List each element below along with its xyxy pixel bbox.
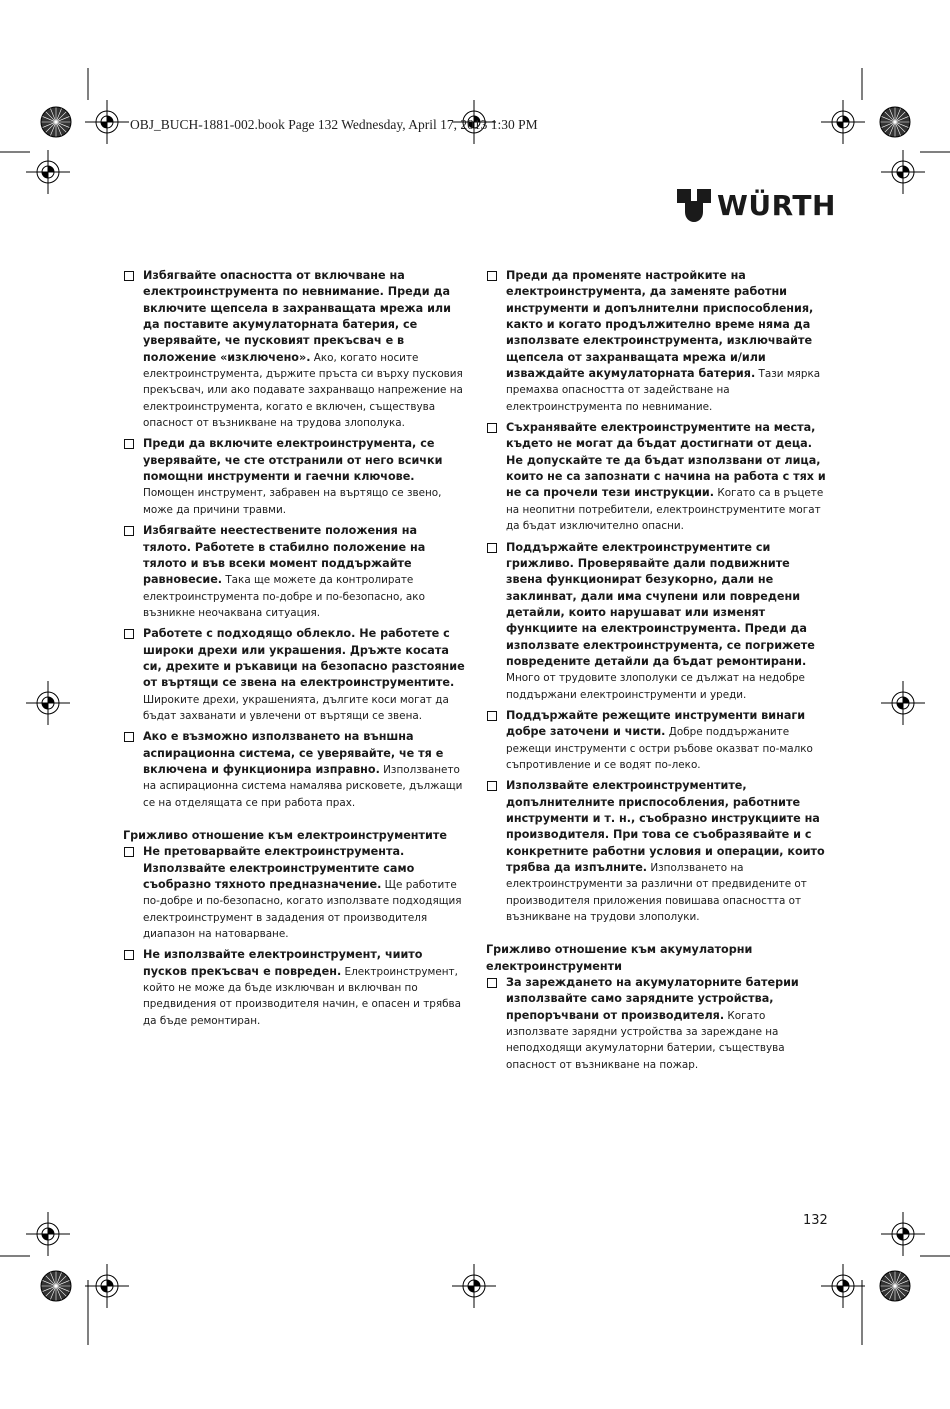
item-normal-text: Използването на електроинструменти за различни от предвидените от производителя приложения повишава опасността от възникване на трудови злополуки. [506, 862, 807, 924]
checkbox-bullet-icon [124, 847, 134, 857]
item-normal-text: Ако, когато носите електроинструмента, държите пръста си върху пусковия прекъсвач, или ако подавате захранващо напрежение на електроинструмента, когато е включен, съществува опасност от възникване на трудова злополука. [143, 351, 463, 430]
list-item [486, 268, 830, 415]
list-item [486, 975, 830, 1073]
item-bold-text: Не претоварвайте електроинструмента. Използвайте електроинструментите само съобразно тяхното предназначение. [143, 845, 415, 892]
left-care-list [123, 844, 465, 1029]
item-bold-text: Не използвайте електроинструмент, чиито пусков прекъсвач е повреден. [143, 948, 423, 978]
item-bold-text: Поддържайте режещите инструменти винаги добре заточени и чисти. [506, 708, 806, 739]
item-normal-text: Добре поддържаните режещи инструменти с остри ръбове оказват по-малко съпротивление и се водят по-леко. [506, 726, 813, 771]
list-item [486, 778, 830, 925]
item-normal-text: Ще работите по-добре и по-безопасно, когато използвате подходящия електроинструмент в зададения от производителя диапазон на натоварване. [143, 879, 462, 941]
item-bold-text: Преди да включите електроинструмента, се уверявайте, че сте отстранили от него всички помощни инструменти и гаечни ключове. [143, 437, 443, 484]
section-heading-battery-care: Грижливо отношение към акумулаторни електроинструменти [486, 943, 753, 973]
right-care-list [486, 268, 830, 925]
item-bold-text: За зареждането на акумулаторните батерии използвайте само зарядните устройства, препоръчвани от производителя. [506, 976, 799, 1022]
item-normal-text: Помощен инструмент, забравен на въртящо се звено, може да причини травми. [143, 487, 442, 516]
right-column [486, 268, 830, 1078]
checkbox-bullet-icon [487, 711, 497, 721]
item-bold-text: Използвайте електроинструментите, допълнителните приспособления, работните инструменти и т. н., съобразно инструкциите на производителя. При това се съобразявайте и с конкретните работни условия и операции, които трябва да изпълните. [506, 779, 825, 875]
list-item [486, 708, 830, 773]
checkbox-bullet-icon [124, 439, 134, 449]
print-slug: OBJ_BUCH-1881-002.book Page 132 Wednesday, April 17, 2013 1:30 PM [130, 117, 538, 132]
checkbox-bullet-icon [124, 950, 134, 960]
section-heading-tool-care: Грижливо отношение към електроинструментите [123, 829, 447, 842]
item-bold-text: Избягвайте неестествените положения на тялото. Работете в стабилно положение на тялото и във всеки момент поддържайте равновесие. [143, 524, 426, 587]
left-column [123, 268, 465, 1034]
checkbox-bullet-icon [124, 526, 134, 536]
right-battery-list [486, 975, 830, 1073]
list-item [486, 420, 830, 534]
list-item [123, 947, 465, 1029]
list-item [123, 436, 465, 518]
checkbox-bullet-icon [124, 732, 134, 742]
page-number: 132 [803, 1213, 828, 1228]
left-safety-list [123, 268, 465, 811]
item-normal-text: Когато използвате зарядни устройства за зареждане на неподходящи акумулаторни батерии, съществува опасност от възникване на пожар. [506, 1009, 785, 1071]
item-bold-text: Ако е възможно използването на външна аспирационна система, се уверявайте, че тя е включена и функционира изправно. [143, 730, 444, 776]
item-normal-text: Широките дрехи, украшенията, дългите коси могат да бъдат захванати и увлечени от въртящи се звена. [143, 693, 449, 722]
wurth-logo [676, 186, 836, 226]
item-normal-text: Използването на аспирационна система намалява рисковете, дължащи се на отделящата се при работа прах. [143, 763, 463, 809]
list-item [123, 626, 465, 724]
checkbox-bullet-icon [124, 271, 134, 281]
item-bold-text: Преди да променяте настройките на електроинструмента, да заменяте работни инструменти и допълнителни приспособления, както и когато продължително време няма да използвате електроинструмента, изключвайте щепсела от захранващата мрежа и/или изваждайте акумулаторната батерия. [506, 269, 814, 381]
list-item [123, 844, 465, 942]
item-normal-text: Електроинструмент, който не може да бъде изключван и включван по предвидения от производителя начин, е опасен и трябва да бъде ремонтиран. [143, 965, 462, 1027]
checkbox-bullet-icon [487, 543, 497, 553]
checkbox-bullet-icon [487, 423, 497, 433]
logo-wordmark: WÜRTH [717, 189, 836, 222]
item-normal-text: Тази мярка премахва опасността от задействане на електроинструмента по невнимание. [506, 368, 821, 413]
item-normal-text: Много от трудовите злополуки се дължат на недобре поддържани електроинструменти и уреди. [506, 672, 805, 701]
item-normal-text: Така ще можете да контролирате електроинструмента по-добре и по-безопасно, ако възникне неочаквана ситуация. [143, 574, 425, 619]
item-bold-text: Избягвайте опасността от включване на електроинструмента по невнимание. Преди да включите щепсела в захранващата мрежа или да поставите акумулаторната батерия, се уверявайте, че пусковият прекъсвач е в положение «изключено». [143, 269, 451, 364]
item-bold-text: Работете с подходящо облекло. Не работете с широки дрехи или украшения. Дръжте косата си, дрехите и ръкавици на безопасно разстояние от въртящи се звена на електроинструментите. [143, 627, 465, 690]
list-item [486, 540, 830, 703]
item-bold-text: Съхранявайте електроинструментите на места, където не могат да бъдат достигнати от деца. Не допускайте те да бъдат използвани от лица, които не са запознати с начина на работа с тях и не са прочели тези инструкции. [506, 421, 826, 500]
checkbox-bullet-icon [487, 271, 497, 281]
list-item [123, 523, 465, 621]
list-item [123, 268, 465, 431]
checkbox-bullet-icon [487, 978, 497, 988]
list-item [123, 729, 465, 811]
checkbox-bullet-icon [487, 781, 497, 791]
item-bold-text: Поддържайте електроинструментите си грижливо. Проверявайте дали подвижните звена функционират безукорно, дали не заклинват, дали има счупени или повредени детайли, които нарушават или изменят функциите на електроинструмента. Преди да използвате електроинструмента, се погрижете повредените детайли да бъдат ремонтирани. [506, 540, 815, 668]
item-normal-text: Когато са в ръцете на неопитни потребители, електроинструментите могат да бъдат изключително опасни. [506, 487, 824, 533]
checkbox-bullet-icon [124, 629, 134, 639]
